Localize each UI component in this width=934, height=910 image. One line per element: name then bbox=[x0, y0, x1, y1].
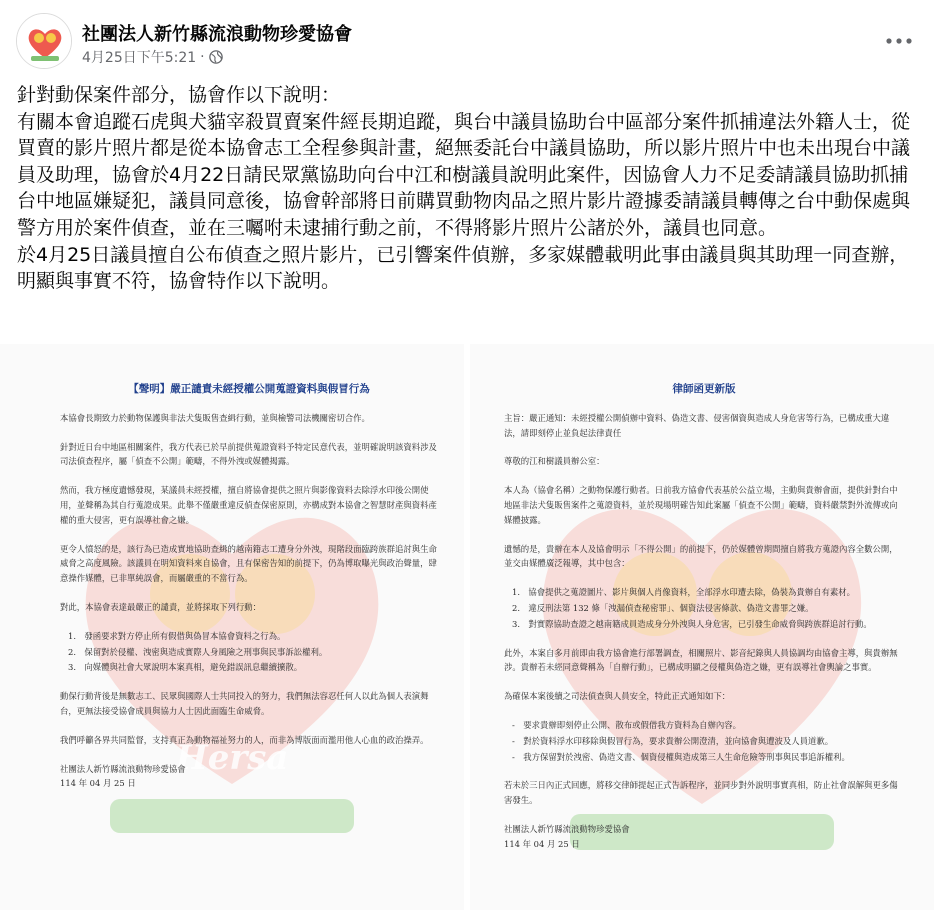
list-item: 1. 發函要求對方停止所有假借與偽冒本協會資料之行為。 bbox=[68, 630, 286, 641]
watermark-text: Hersa bbox=[175, 738, 289, 778]
more-options-icon[interactable] bbox=[882, 29, 916, 53]
post-header bbox=[16, 13, 918, 69]
post-meta bbox=[82, 47, 223, 67]
photo-lawyer-letter[interactable] bbox=[470, 344, 934, 910]
statement-paragraph: 然而，我方極度遺憾發現，某議員未經授權，擅自將協會提供之照片與影像資料去除浮水印後公開使用，並聲稱為其自行蒐證成果。此舉不僅嚴重違反偵查保密原則，亦構成對本協會之智慧財產與資料產權的重大侵害，更有誤導社會之嫌。 bbox=[60, 485, 437, 525]
statement-actions bbox=[68, 629, 438, 675]
statement-date: 114 年 04 月 25 日 bbox=[60, 778, 136, 789]
letter-date: 114 年 04 月 25 日 bbox=[504, 838, 580, 849]
list-item: 1. 協會提供之蒐證圖片、影片與個人肖像資料，全部浮水印遭去除，偽裝為貴辦自有素材。 bbox=[512, 587, 855, 598]
statement-paragraph: 動保行動背後是無數志工、民眾與國際人士共同投入的努力，我們無法容忍任何人以此為個人表演舞台，更無法接受協會成員與協力人士因此面臨生命威脅。 bbox=[60, 691, 429, 716]
post-paragraph: 有關本會追蹤石虎與犬貓宰殺買賣案件經長期追蹤，與台中議員協助台中區部分案件抓捕違法外籍人士，從買賣的影片照片都是從本協會志工全程參與計畫，絕無委託台中議員協助，所以影片照片中也未出現台中議員及助理，協會於4月22日請民眾黨協助向台中江和樹議員說明此案件，因協會人力不足委請議員協助抓捕台中地區嫌疑犯，議員同意後，協會幹部將日前購買動物肉品之照片影片證據委請議員轉傳之台中動保處與警方用於案件偵查，並在三囑咐未逮捕行動之前，不得將影片照片公諸於外，議員也同意。 bbox=[17, 110, 911, 239]
statement-paragraph: 更令人憤怒的是，該行為已造成實地協助查緝的越南籍志工遭身分外洩，現階段面臨跨族群追討與生命威脅之高度風險。該議員在明知資料來自協會，且有保密告知的前提下，仍為博取曝光與政治聲量，肆意操作媒體，已非單純誤會，而屬嚴重的不當行為。 bbox=[60, 543, 437, 584]
list-item: 2. 違反刑法第 132 條「洩漏偵查秘密罪」、個資法侵害條款、偽造文書罪之嫌。 bbox=[512, 602, 814, 613]
letter-paragraph: 此外，本案自多月前即由我方協會進行部署調查，相關照片、影音紀錄與人員協調均由協會主導，與貴辦無涉。貴辦若未經同意聲稱為「自辦行動」，已構成明顯之侵權與偽造之嫌，更有誤導社會輿論之事實。 bbox=[504, 647, 898, 673]
letter-subject: 主旨：嚴正通知：未經授權公開偵辦中資料、偽造文書、侵害個資與造成人身危害等行為，已構成重大違法，請即刻停止並負起法律責任 bbox=[504, 412, 890, 438]
statement-signature: 社團法人新竹縣流浪動物珍愛協會 bbox=[60, 763, 186, 774]
meta-separator: · bbox=[200, 49, 205, 65]
statement-title: 【聲明】嚴正譴責未經授權公開蒐證資料與假冒行為 bbox=[128, 383, 370, 395]
letter-signature: 社團法人新竹縣流浪動物珍愛協會 bbox=[504, 823, 630, 834]
association-logo-icon[interactable] bbox=[16, 13, 72, 69]
statement-paragraph: 針對近日台中地區相關案件，我方代表已於早前提供蒐證資料予特定民意代表，並明確說明該資料涉及司法偵查程序，屬「偵查不公開」範疇，不得外洩或媒體揭露。 bbox=[60, 441, 437, 467]
post-paragraph: 於4月25日議員擅自公布偵查之照片影片，已引響案件偵辦，多家媒體載明此事由議員與其助理一同查辦，明顯與事實不符，協會特作以下說明。 bbox=[17, 243, 909, 293]
post-photos bbox=[0, 344, 934, 910]
lawyer-letter-title: 律師函更新版 bbox=[672, 383, 736, 395]
post-body bbox=[17, 82, 922, 295]
letter-items bbox=[512, 585, 904, 631]
letter-closing: 若未於三日內正式回應，將移交律師提起正式告訴程序，並同步對外說明事實真相，防止社會誤解與更多傷害發生。 bbox=[504, 780, 898, 806]
list-item: - 要求貴辦即刻停止公開、散布或假借我方資料為自辦內容。 bbox=[512, 719, 741, 730]
avatar-logo-graphic bbox=[17, 14, 72, 69]
list-item: 3. 向媒體與社會大眾說明本案真相，避免錯誤訊息繼續擴散。 bbox=[68, 662, 303, 673]
page-name[interactable]: 社團法人新竹縣流浪動物珍愛協會 bbox=[82, 24, 352, 45]
statement-paragraph: 我們呼籲各界共同監督，支持真正為動物福祉努力的人，而非為博版面而濫用他人心血的政治操弄。 bbox=[60, 734, 429, 745]
list-item: - 我方保留對於洩密、偽造文書、個資侵權與造成第三人生命危險等刑事與民事追訴權利。 bbox=[512, 751, 850, 762]
lawyer-letter-document bbox=[504, 382, 904, 852]
statement-document bbox=[60, 382, 438, 791]
list-item: 2. 保留對於侵權、洩密與造成實際人身風險之刑事與民事訴訟權利。 bbox=[68, 646, 328, 657]
letter-paragraph: 本人為（協會名稱）之動物保護行動者。日前我方協會代表基於公益立場，主動與貴辦會面，提供針對台中地區非法犬隻販售案件之蒐證資料，並於現場明確告知此案屬「偵查不公開」範疇，資料嚴禁對外流傳或向媒體披露。 bbox=[504, 485, 898, 525]
post-paragraph: 針對動保案件部分，協會作以下說明： bbox=[17, 84, 341, 106]
statement-paragraph: 本協會長期致力於動物保護與非法犬隻販售查緝行動，並與檢警司法機關密切合作。 bbox=[60, 412, 370, 423]
letter-recipient: 尊敬的江和樹議員辦公室： bbox=[504, 456, 605, 467]
letter-demands bbox=[512, 718, 904, 764]
list-item: - 對於資料浮水印移除與假冒行為，要求貴辦公開澄清，並向協會與遭波及人員道歉。 bbox=[512, 735, 834, 746]
post-timestamp[interactable]: 4月25日下午5:21 bbox=[82, 50, 197, 66]
globe-icon[interactable] bbox=[209, 50, 223, 64]
letter-paragraph: 為確保本案後續之司法偵查與人員安全，特此正式通知如下： bbox=[504, 691, 731, 702]
letter-paragraph: 遺憾的是，貴辦在本人及協會明示「不得公開」的前提下，仍於媒體曾期間擅自將我方蒐證內容全數公開，並交由媒體廣泛報導，其中包含： bbox=[504, 543, 898, 569]
list-item: 3. 對實際協助查證之越南籍成員造成身分外洩與人身危害，已引發生命威脅與跨族群追討行動。 bbox=[512, 618, 872, 629]
statement-paragraph: 對此，本協會表達最嚴正的譴責，並將採取下列行動： bbox=[60, 601, 261, 612]
photo-statement[interactable] bbox=[0, 344, 464, 910]
